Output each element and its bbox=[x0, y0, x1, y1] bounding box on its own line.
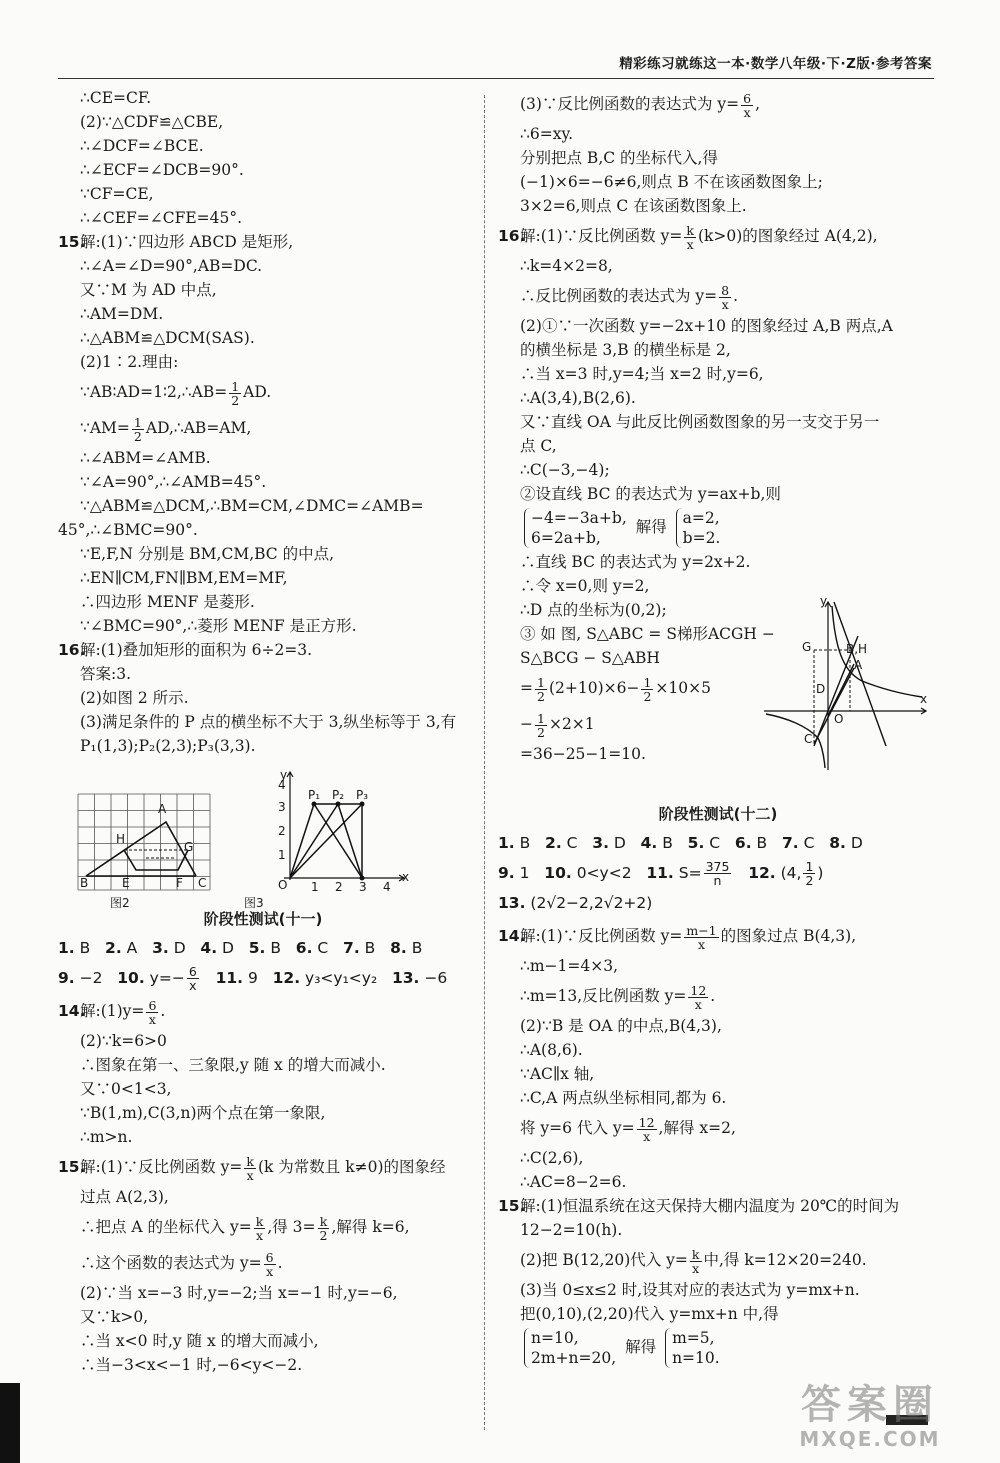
figure-caption: 图3 bbox=[244, 896, 264, 910]
figure-2: A H G B E F C 图2 bbox=[76, 792, 216, 908]
q15-answer: 15.解:(1)∵四边形 ABCD 是矩形, ∴∠A=∠D=90°,AB=DC. 又∵M 为 AD 中点, ∴AM=DM. ∴△ABM≌△DCM(SAS). (2)1∶2.理由: ∵AB∶AD=1∶2,∴AB= $\frac{1}{2}$ AD. ∵AM= $\frac{1}{2}$ AD,∴AB=AM, ∴∠ABM=∠AMB. ∵∠A=90°,∴∠AMB=45°. ∵△ABM≌△DCM,∴BM=CM,∠DMC=∠AMB= 45°,∴∠BMC=90°. ∵E,F,N 分别是 BM,CM,BC 的中点, ∴EN∥CM,FN∥BM,EM=MF, ∴四边形 MENF 是菱形. ∵∠BMC=90°,∴菱形 MENF 是正方形. bbox=[58, 230, 468, 638]
question-number: 16. bbox=[58, 641, 86, 659]
fraction: $\frac{1}{2}$ bbox=[231, 378, 240, 408]
header-rule bbox=[58, 78, 934, 79]
grid-diagram bbox=[76, 792, 216, 892]
equation-system: a=2, b=2. bbox=[676, 508, 721, 548]
q15-answer: 15.解:(1)∵反比例函数 y= $\frac{k}{x}$ (k 为常数且 k≠0)的图象经 过点 A(2,3), ∴把点 A 的坐标代入 y= $\frac{k}{x}$ ,得 3= $\frac{k}{2}$ ,解得 k=6, ∴这个函数的表达式为 y= $\frac{6}{x}$ . (2)∵当 x=−3 时,y=−2;当 x=−1 时,y=−6, 又∵k>0, ∴当 x<0 时,y 随 x 的增大而减小, ∴当−3<x<−1 时,−6<y<−2. bbox=[58, 1153, 446, 1374]
left-column-lower bbox=[58, 905, 468, 1377]
q14-continuation: ∴CE=CF. (2)∵△CDF≌△CBE, ∴∠DCF=∠BCE. ∴∠ECF=∠DCB=90°. ∵CF=CE, ∴∠CEF=∠CFE=45°. bbox=[80, 89, 244, 227]
coordinate-diagram bbox=[274, 768, 414, 888]
right-column-lower bbox=[498, 800, 938, 1370]
answer-row: 9. 1 10. 0<y<2 11. S= $\frac{375}{n}$ 12. (4, $\frac{1}{2}$ ) bbox=[498, 859, 824, 888]
answer-row: 1. B 2. A 3. D 4. D 5. B 6. C 7. B 8. B bbox=[58, 939, 423, 957]
left-column bbox=[58, 86, 468, 758]
fraction: $\frac{1}{2}$ bbox=[133, 414, 142, 444]
figure-3: y x O 1 2 3 4 1 2 3 4 P₁ P₂ P₃ 图3 bbox=[274, 768, 414, 908]
answer-row: 13. (2√2−2,2√2+2) bbox=[498, 894, 653, 912]
q14-answer: 14.解:(1)∵反比例函数 y= $\frac{m-1}{x}$ 的图象过点 B(4,3), ∴m−1=4×3, ∴m=13,反比例函数 y= $\frac{12}{x}$ . (2)∵B 是 OA 的中点,B(4,3), ∴A(8,6). ∵AC∥x 轴, ∴C,A 两点纵坐标相同,都为 6. 将 y=6 代入 y= $\frac{12}{x}$ ,解得 x=2, ∴C(2,6), ∴AC=8−2=6. bbox=[498, 922, 857, 1191]
q15-continuation: (3)∵反比例函数的表达式为 y= $\frac{6}{x}$ , ∴6=xy. 分别把点 B,C 的坐标代入,得 (−1)×6=−6≠6,则点 B 不在该函数图象上; 3×2=6,则点 C 在该函数图象上. bbox=[520, 90, 823, 215]
answer-row: 1. B 2. C 3. D 4. B 5. C 6. B 7. C 8. D bbox=[498, 834, 863, 852]
watermark-logo: 答案圈 MXQE.COM bbox=[799, 1382, 941, 1451]
q16-answer: 16.解:(1)∵反比例函数 y= $\frac{k}{x}$ (k>0)的图象经过 A(4,2), ∴k=4×2=8, ∴反比例函数的表达式为 y= $\frac{8}{x}$ . (2)①∵一次函数 y=−2x+10 的图象经过 A,B 两点,A 的横坐标是 3,B 的横坐标是 2, ∴当 x=3 时,y=4;当 x=2 时,y=6, ∴A(3,4),B(2,6). 又∵直线 OA 与此反比例函数图象的另一支交于另一 点 C, ∴C(−3,−4); ②设直线 BC 的表达式为 y=ax+b,则 −4=−3a+b, 6=2a+b, 解得 a=2, b=2. ∴直线 BC 的表达式为 y=2x+2. ∴令 x=0,则 y=2, ∴D 点的坐标为(0,2); ③ 如 图, S△ABC = S梯形ACGH − S△BCG − S△ABH = $\frac{1}{2}$ (2+10)×6− $\frac{1}{2}$ ×10×5 − $\frac{1}{2}$ ×2×1 =36−25−1=10. bbox=[498, 222, 893, 763]
q16-answer: 16.解:(1)叠加矩形的面积为 6÷2=3. 答案:3. (2)如图 2 所示. (3)满足条件的 P 点的横坐标不大于 3,纵坐标等于 3,有 P₁(1,3);P₂(2,3);P₃(3,3). bbox=[58, 638, 468, 758]
column-divider bbox=[484, 95, 485, 1430]
section-title: 阶段性测试(十一) bbox=[203, 910, 323, 928]
q15-answer: 15.解:(1)恒温系统在这天保持大棚内温度为 20℃的时间为 12−2=10(h). (2)把 B(12,20)代入 y= $\frac{k}{x}$ 中,得 k=12×20=240. (3)当 0≤x≤2 时,设其对应的表达式为 y=mx+n. 把(0,10),(2,20)代入 y=mx+n 中,得 n=10, 2m+n=20, 解得 m=5, n=10. bbox=[498, 1197, 900, 1367]
function-graph: y x O G B,H A D C bbox=[762, 596, 932, 772]
page-header: 精彩练习就练这一本·数学八年级·下·Z版·参考答案 bbox=[619, 56, 932, 72]
equation-system: n=10, 2m+n=20, bbox=[524, 1328, 616, 1368]
question-number: 15. bbox=[58, 233, 86, 251]
hyperbola-diagram bbox=[762, 596, 932, 772]
answer-row: 9. −2 10. y=− $\frac{6}{x}$ 11. 9 12. y₃<y₁<y₂ 13. −6 bbox=[58, 964, 448, 993]
equation-system: m=5, n=10. bbox=[665, 1328, 720, 1368]
equation-system: −4=−3a+b, 6=2a+b, bbox=[524, 508, 627, 548]
page-edge-shadow bbox=[0, 1383, 20, 1463]
q14-answer: 14.解:(1)y= $\frac{6}{x}$ . (2)∵k=6>0 ∴图象在第一、三象限,y 随 x 的增大而减小. 又∵0<1<3, ∵B(1,m),C(3,n)两个点在第一象限, ∴m>n. bbox=[58, 997, 386, 1146]
figure-caption: 图2 bbox=[110, 896, 130, 910]
section-title: 阶段性测试(十二) bbox=[658, 805, 778, 823]
